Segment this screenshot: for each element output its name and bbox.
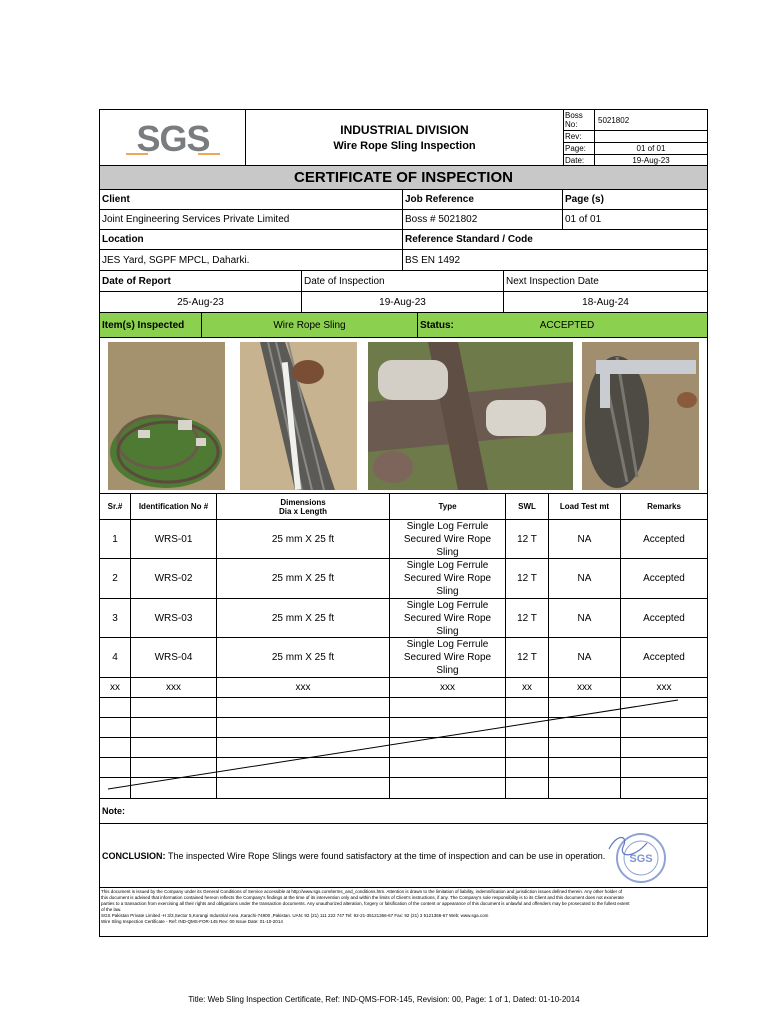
sgs-stamp-icon	[603, 829, 673, 885]
type-line: Secured Wire Rope	[403, 612, 492, 624]
disclaimer-line: SGS Pakistan Private Limited -H 3/3,Sector 5,Korangi Industrial Area ,Karachi-74900 ,Pakistan. UAN: 92 (21) 111 222 747 Tel: 92-21-35121366-67 Fax: 92 (21) 3 5121366-67 Web: www.sga.com	[101, 913, 489, 918]
certificate-document	[99, 109, 708, 937]
dates-label-row	[100, 270, 707, 291]
cell-swl: 12 T	[505, 638, 548, 677]
cell-type	[389, 559, 505, 598]
date-of-inspection-label: Date of Inspection	[301, 271, 503, 291]
next-inspection-value: 18-Aug-24	[503, 292, 707, 312]
header-load-test: Load Test mt	[548, 494, 620, 519]
meta-label: Page:	[565, 144, 586, 153]
cell-remarks: Accepted	[620, 638, 707, 677]
type-line: Secured Wire Rope	[403, 533, 492, 545]
client-value-row	[100, 209, 707, 229]
date-of-inspection-value: 19-Aug-23	[301, 292, 503, 312]
division-title: INDUSTRIAL DIVISION	[340, 123, 469, 137]
page-footer: Title: Web Sling Inspection Certificate, Ref: IND-QMS-FOR-145, Revision: 00, Page: 1 of 1, Dated: 01-10-2014	[188, 995, 580, 1004]
job-reference-label: Job Reference	[402, 190, 562, 209]
cell-sr: 1	[112, 533, 118, 545]
note-row	[100, 798, 707, 823]
header-sr: Sr.#	[107, 502, 123, 511]
disclaimer-line: this document is advised that information contained hereon reflects the Company's findings at the time of its intervention only and within the limits of Client's instructions, if any. The Company's sole responsibility is to its Client and this document does not exonerate	[101, 895, 624, 900]
disclaimer-line: This document is issued by the Company under its General Conditions of Service accessible at http://www.sgs.com/terms_and_conditions.htm. Attention is drawn to the limitation of liability, indemnification and jurisdiction issues defined therein. Any other holder of	[101, 889, 623, 894]
cell-type: xxx	[389, 678, 505, 697]
disclaimer-line: of the law.	[101, 907, 122, 912]
client-label-row	[100, 189, 707, 209]
disclaimer-line: Wire Sling Inspection Certificate - Ref: IND-QMS-FOR-145 Rev: 00 Issue Date: 01-10-2014	[101, 919, 283, 924]
type-line: Single Log Ferrule	[406, 560, 489, 571]
note-label: Note:	[102, 806, 125, 816]
location-label: Location	[102, 234, 144, 245]
cell-dimensions: 25 mm X 25 ft	[216, 559, 389, 598]
cell-sr: 4	[112, 652, 118, 663]
header-type: Type	[389, 494, 505, 519]
client-label: Client	[102, 194, 130, 205]
cell-sr: 2	[112, 573, 118, 584]
header-title-block	[245, 110, 563, 165]
cell-id: WRS-03	[130, 599, 216, 637]
cell-sr: 3	[112, 612, 118, 624]
reference-standard-label: Reference Standard / Code	[402, 230, 707, 249]
status-label: Status:	[417, 313, 497, 337]
next-inspection-label: Next Inspection Date	[503, 271, 707, 291]
sling-photo-2	[240, 342, 357, 490]
cell-id: WRS-01	[130, 520, 216, 558]
table-row	[100, 598, 707, 637]
cell-load-test: xxx	[548, 678, 620, 697]
cell-dimensions: 25 mm X 25 ft	[216, 638, 389, 677]
disclaimer-block	[100, 887, 707, 936]
cell-id: WRS-04	[130, 638, 216, 677]
cell-id: WRS-02	[130, 559, 216, 598]
cell-type	[389, 520, 505, 558]
header-meta	[563, 110, 707, 165]
cell-dimensions: 25 mm X 25 ft	[216, 599, 389, 637]
header-remarks: Remarks	[620, 494, 707, 519]
dates-value-row	[100, 291, 707, 312]
cell-swl: 12 T	[505, 559, 548, 598]
sheet-subtitle: Wire Rope Sling Inspection	[333, 140, 476, 152]
type-line: Sling	[436, 665, 459, 676]
sling-photo-4	[582, 342, 699, 490]
cell-load-test: NA	[548, 559, 620, 598]
cell-swl: 12 T	[505, 599, 548, 637]
header-dimensions	[216, 494, 389, 519]
certificate-title-row	[100, 165, 707, 189]
conclusion-text: The inspected Wire Rope Slings were found satisfactory at the time of inspection and can be use in operation.	[168, 850, 606, 861]
item-inspected-value: Wire Rope Sling	[201, 313, 417, 337]
type-line: Single Log Ferrule	[406, 599, 489, 611]
table-row	[100, 519, 707, 558]
cell-load-test: NA	[548, 599, 620, 637]
certificate-title: CERTIFICATE OF INSPECTION	[294, 169, 513, 186]
job-reference-value: Boss # 5021802	[402, 210, 562, 229]
type-line: Single Log Ferrule	[406, 639, 489, 650]
strike-through-line	[100, 697, 707, 797]
cell-dimensions: 25 mm X 25 ft	[216, 520, 389, 558]
conclusion-label: CONCLUSION:	[102, 850, 166, 861]
cell-type	[389, 599, 505, 637]
type-line: Single Log Ferrule	[406, 520, 489, 532]
date-of-report-value: 25-Aug-23	[177, 296, 224, 308]
header-identification: Identification No #	[130, 494, 216, 519]
meta-value: 5021802	[595, 110, 708, 131]
cell-sr: xx	[110, 682, 120, 693]
cell-type	[389, 638, 505, 677]
conclusion-text-block	[100, 824, 620, 887]
sling-photo-1	[108, 342, 225, 490]
table-header-row	[100, 493, 707, 519]
cell-load-test: NA	[548, 520, 620, 558]
table-end-row	[100, 677, 707, 697]
sgs-logo	[100, 110, 245, 165]
disclaimer-line: parties to a transaction from exercising all their rights and obligations under the transaction documents. Any unauthorized alteration, forgery or falsification of the content or appearance of this document is unlawful and offenders may be prosecuted to the fullest extent	[101, 901, 630, 906]
location-value: JES Yard, SGPF MPCL, Daharki.	[102, 254, 250, 266]
meta-value: 01 of 01	[595, 143, 708, 155]
cell-remarks: xxx	[620, 678, 707, 697]
reference-standard-value: BS EN 1492	[402, 250, 707, 270]
logo-text: SGS	[135, 117, 210, 159]
meta-label: Boss No:	[565, 111, 583, 129]
sling-photo-3	[368, 342, 573, 490]
type-line: Sling	[436, 586, 459, 597]
item-inspected-label: Item(s) Inspected	[102, 319, 185, 331]
stamp-text: SGS	[629, 853, 653, 865]
meta-value	[595, 131, 708, 143]
meta-label: Date:	[565, 156, 585, 165]
conclusion-row	[100, 823, 707, 887]
type-line: Secured Wire Rope	[403, 573, 492, 584]
header-row	[100, 110, 707, 165]
pages-value: 01 of 01	[562, 210, 707, 229]
item-inspected-row	[100, 312, 707, 338]
date-of-report-label: Date of Report	[102, 275, 171, 287]
type-line: Sling	[436, 625, 459, 637]
cell-remarks: Accepted	[620, 520, 707, 558]
cell-swl: xx	[505, 678, 548, 697]
table-row	[100, 637, 707, 677]
cell-id: xxx	[130, 678, 216, 697]
location-value-row	[100, 249, 707, 270]
cell-remarks: Accepted	[620, 599, 707, 637]
header-swl: SWL	[505, 494, 548, 519]
table-row	[100, 558, 707, 598]
cell-dimensions: xxx	[216, 678, 389, 697]
pages-label: Page (s)	[562, 190, 707, 209]
client-value: Joint Engineering Services Private Limited	[102, 214, 290, 225]
sgs-logo-icon	[118, 113, 228, 163]
cell-load-test: NA	[548, 638, 620, 677]
meta-label: Rev:	[565, 132, 582, 141]
location-label-row	[100, 229, 707, 249]
cell-remarks: Accepted	[620, 559, 707, 598]
header-dimensions-line2: Dia x Length	[278, 506, 327, 516]
type-line: Sling	[436, 546, 459, 558]
header-dimensions-line1: Dimensions	[280, 497, 326, 507]
type-line: Secured Wire Rope	[403, 652, 492, 663]
cell-swl: 12 T	[505, 520, 548, 558]
status-value: ACCEPTED	[539, 319, 595, 331]
meta-value: 19-Aug-23	[595, 155, 708, 166]
